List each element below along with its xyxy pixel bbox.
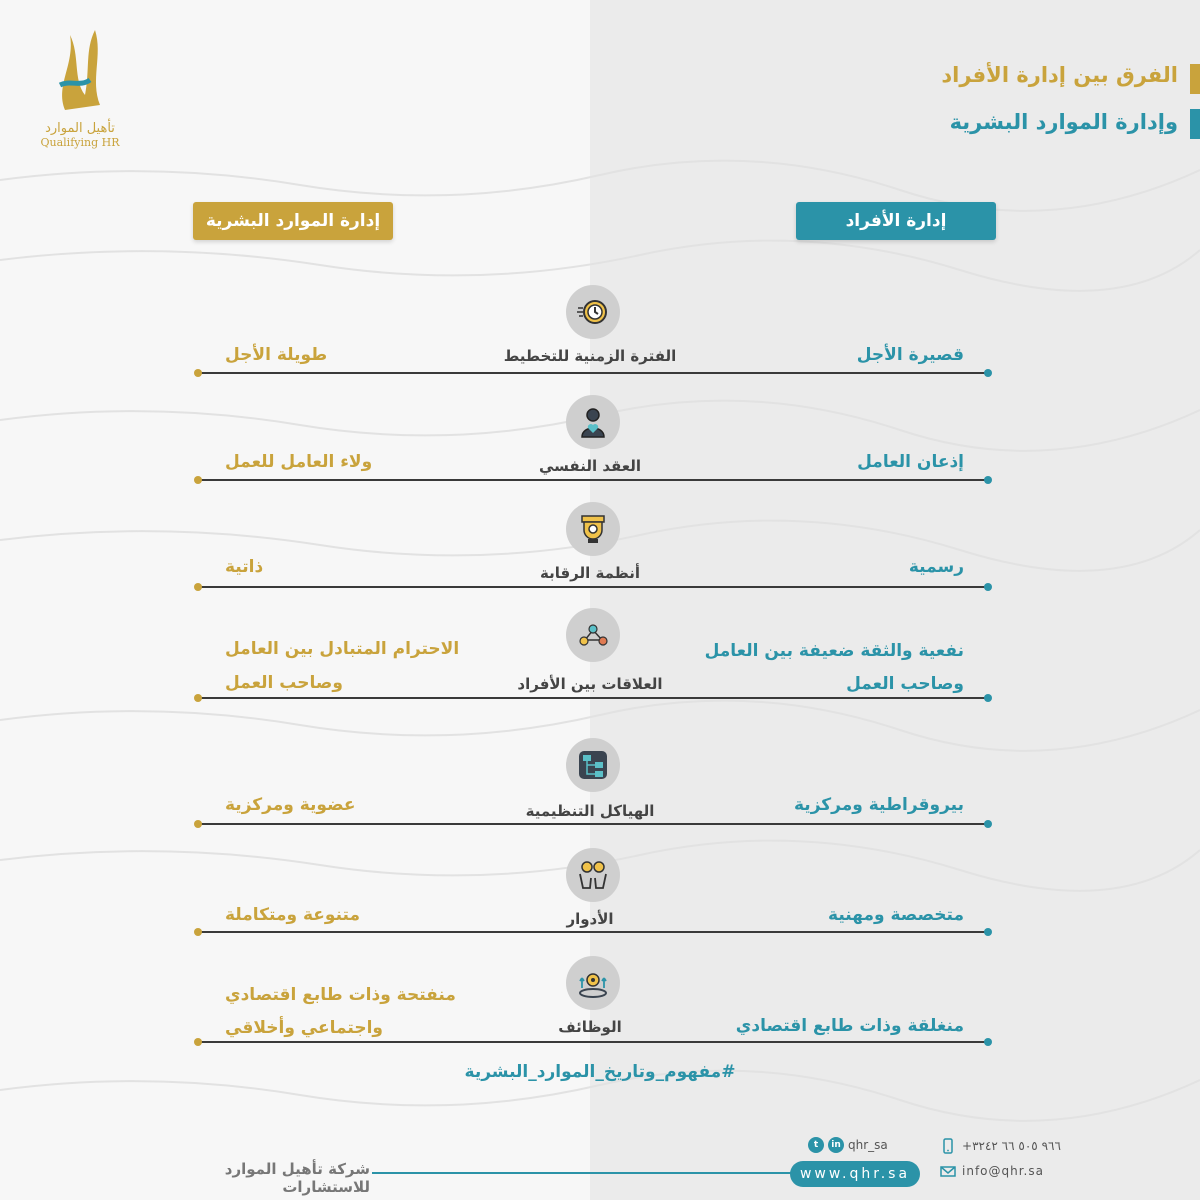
logo-english-text: Qualifying HR (40, 136, 120, 149)
row-label: الأدوار (566, 910, 614, 928)
row-divider (198, 372, 988, 374)
row-dot-left (194, 694, 202, 702)
hr-value: عضوية ومركزية (225, 795, 356, 815)
network-people-icon (566, 608, 620, 662)
hashtag: #مفهوم_وتاريخ_الموارد_البشرية (464, 1062, 736, 1082)
header-personnel: إدارة الأفراد (796, 202, 996, 240)
row-dot-left (194, 583, 202, 591)
row-dot-right (984, 476, 992, 484)
row-label: الوظائف (558, 1018, 622, 1036)
row-dot-right (984, 583, 992, 591)
hr-value-line2: وصاحب العمل (225, 673, 343, 693)
personnel-value: قصيرة الأجل (856, 345, 964, 365)
social-handle[interactable]: qhr_sa (848, 1138, 888, 1152)
phone-contact (940, 1138, 1061, 1154)
clock-icon (566, 285, 620, 339)
hr-value: ولاء العامل للعمل (225, 452, 373, 472)
logo-mark-icon (45, 25, 115, 115)
growth-gear-icon (566, 956, 620, 1010)
footer-company-name: شركة تأهيل الموارد للاستشارات (224, 1160, 370, 1196)
row-dot-left (194, 476, 202, 484)
title-line-2: وإدارة الموارد البشرية (949, 110, 1178, 134)
hr-value: طويلة الأجل (225, 345, 328, 365)
twitter-icon[interactable]: t (808, 1137, 824, 1153)
hands-gears-icon (566, 848, 620, 902)
row-label: الهياكل التنظيمية (525, 802, 655, 820)
header-hr: إدارة الموارد البشرية (193, 202, 393, 240)
row-dot-left (194, 820, 202, 828)
personnel-value: متخصصة ومهنية (828, 905, 964, 925)
row-dot-right (984, 820, 992, 828)
hr-value: ذاتية (225, 557, 264, 577)
person-heart-icon (566, 395, 620, 449)
hr-value-line1: منفتحة وذات طابع اقتصادي (225, 985, 456, 1005)
row-dot-right (984, 369, 992, 377)
row-label: العقد النفسي (538, 457, 642, 475)
row-divider (198, 1041, 988, 1043)
email-icon (940, 1163, 956, 1179)
personnel-value-line1: نفعية والثقة ضعيفة بين العامل (704, 641, 964, 661)
personnel-value: رسمية (908, 557, 964, 577)
row-divider (198, 697, 988, 699)
row-divider (198, 479, 988, 481)
personnel-value: إذعان العامل (857, 452, 964, 472)
hr-value-line1: الاحترام المتبادل بين العامل (225, 639, 460, 659)
row-dot-left (194, 369, 202, 377)
logo (30, 25, 130, 155)
row-divider (198, 586, 988, 588)
title-line-1: الفرق بين إدارة الأفراد (941, 63, 1178, 87)
row-dot-right (984, 928, 992, 936)
hr-value-line2: واجتماعي وأخلاقي (225, 1018, 383, 1038)
row-dot-left (194, 1038, 202, 1046)
personnel-value: بيروقراطية ومركزية (794, 795, 964, 815)
phone-number[interactable]: +٩٦٦ ٥٠٥ ٦٦ ٣٢٤٢ (962, 1139, 1061, 1153)
row-dot-left (194, 928, 202, 936)
linkedin-icon[interactable]: in (828, 1137, 844, 1153)
website-link[interactable]: www.qhr.sa (790, 1161, 920, 1187)
row-divider (198, 931, 988, 933)
social-links (808, 1137, 888, 1153)
personnel-value-line2: وصاحب العمل (846, 674, 964, 694)
row-label: الفترة الزمنية للتخطيط (503, 347, 677, 365)
row-label: أنظمة الرقابة (539, 564, 641, 582)
phone-icon (940, 1138, 956, 1154)
footer-divider (372, 1172, 792, 1174)
org-structure-icon (566, 738, 620, 792)
personnel-value: منغلقة وذات طابع اقتصادي (735, 1016, 964, 1036)
row-dot-right (984, 1038, 992, 1046)
row-divider (198, 823, 988, 825)
email-contact (940, 1163, 1044, 1179)
title-accent-bar-gold (1190, 64, 1200, 94)
hr-value: متنوعة ومتكاملة (225, 905, 360, 925)
row-label: العلاقات بين الأفراد (517, 675, 663, 693)
security-camera-icon (566, 502, 620, 556)
logo-arabic-text: تأهيل الموارد (45, 121, 115, 136)
email-address[interactable]: info@qhr.sa (962, 1164, 1044, 1178)
title-accent-bar-teal (1190, 109, 1200, 139)
row-dot-right (984, 694, 992, 702)
